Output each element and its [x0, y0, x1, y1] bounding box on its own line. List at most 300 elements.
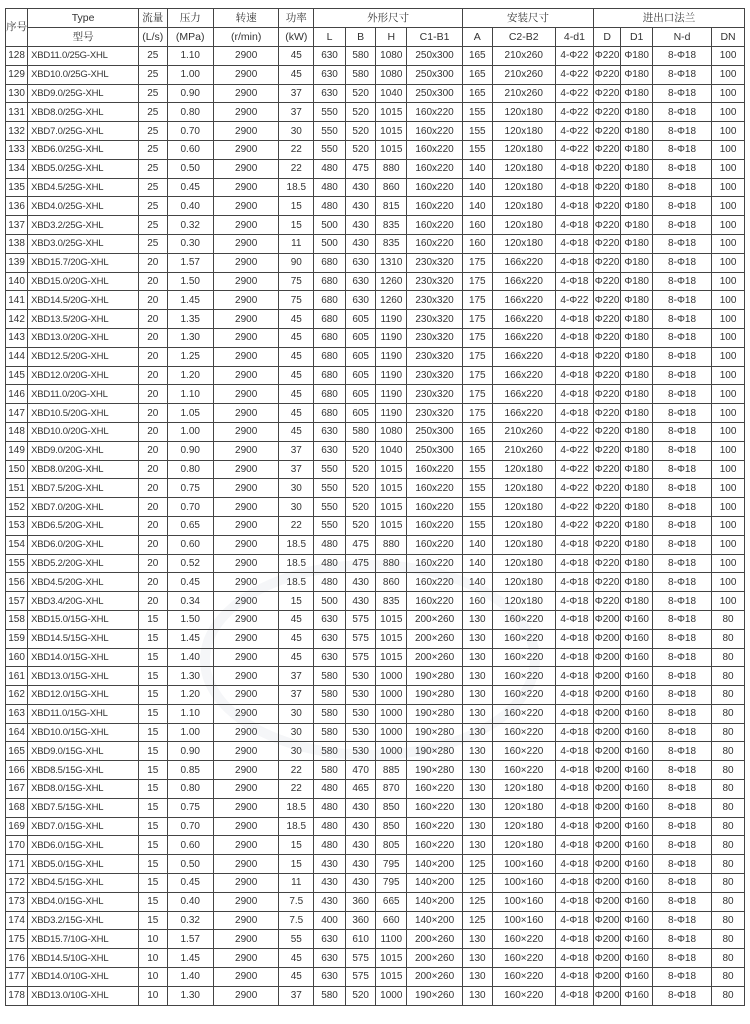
cell-B: 605	[345, 328, 376, 347]
cell-D: Φ200	[593, 817, 620, 836]
cell-power: 15	[279, 197, 314, 216]
col-type-cn: 型号	[28, 28, 139, 47]
cell-A: 175	[463, 272, 493, 291]
table-row	[6, 723, 745, 742]
col-power: 功率	[279, 9, 314, 28]
cell-C1B1: 190×280	[407, 723, 463, 742]
cell-model: XBD3.2/15G-XHL	[28, 911, 139, 930]
cell-Nd: 8-Φ18	[653, 855, 712, 874]
cell-model: XBD15.0/15G-XHL	[28, 610, 139, 629]
cell-flow: 20	[139, 422, 168, 441]
table-row	[6, 742, 745, 761]
cell-speed: 2900	[213, 178, 278, 197]
cell-speed: 2900	[213, 968, 278, 987]
cell-model: XBD15.0/20G-XHL	[28, 272, 139, 291]
cell-L: 480	[314, 159, 346, 178]
table-row	[6, 911, 745, 930]
cell-pressure: 1.20	[167, 366, 213, 385]
cell-B: 520	[345, 986, 376, 1005]
cell-L: 480	[314, 535, 346, 554]
cell-H: 1080	[376, 47, 407, 66]
cell-A: 155	[463, 498, 493, 517]
cell-model: XBD9.0/25G-XHL	[28, 84, 139, 103]
cell-speed: 2900	[213, 667, 278, 686]
cell-speed: 2900	[213, 328, 278, 347]
cell-speed: 2900	[213, 817, 278, 836]
cell-seq: 144	[6, 347, 28, 366]
cell-DN: 100	[712, 159, 745, 178]
cell-A: 175	[463, 347, 493, 366]
cell-C2B2: 120x180	[492, 122, 555, 141]
cell-pressure: 0.60	[167, 140, 213, 159]
cell-DN: 80	[712, 930, 745, 949]
cell-H: 850	[376, 798, 407, 817]
cell-D: Φ220	[593, 347, 620, 366]
cell-C1B1: 140×200	[407, 911, 463, 930]
cell-D: Φ220	[593, 197, 620, 216]
cell-C2B2: 120x180	[492, 516, 555, 535]
cell-power: 45	[279, 310, 314, 329]
cell-flow: 10	[139, 930, 168, 949]
col-speed-unit: (r/min)	[213, 28, 278, 47]
cell-Nd: 8-Φ18	[653, 592, 712, 611]
table-row	[6, 667, 745, 686]
cell-4d1: 4-Φ22	[555, 291, 593, 310]
cell-D1: Φ160	[621, 968, 653, 987]
col-H: H	[376, 28, 407, 47]
cell-B: 430	[345, 573, 376, 592]
cell-L: 630	[314, 47, 346, 66]
table-row	[6, 629, 745, 648]
cell-D: Φ220	[593, 103, 620, 122]
cell-L: 630	[314, 441, 346, 460]
cell-C1B1: 160x220	[407, 234, 463, 253]
cell-Nd: 8-Φ18	[653, 629, 712, 648]
table-row	[6, 84, 745, 103]
cell-D1: Φ160	[621, 648, 653, 667]
cell-A: 130	[463, 798, 493, 817]
cell-D: Φ200	[593, 986, 620, 1005]
cell-D: Φ200	[593, 742, 620, 761]
cell-C2B2: 100×160	[492, 855, 555, 874]
cell-L: 630	[314, 949, 346, 968]
cell-seq: 155	[6, 554, 28, 573]
cell-L: 630	[314, 930, 346, 949]
cell-H: 1190	[376, 366, 407, 385]
cell-flow: 20	[139, 310, 168, 329]
cell-4d1: 4-Φ18	[555, 328, 593, 347]
cell-C2B2: 166x220	[492, 310, 555, 329]
cell-D: Φ200	[593, 930, 620, 949]
cell-Nd: 8-Φ18	[653, 272, 712, 291]
cell-power: 37	[279, 986, 314, 1005]
cell-4d1: 4-Φ22	[555, 140, 593, 159]
table-row	[6, 573, 745, 592]
cell-D1: Φ160	[621, 986, 653, 1005]
cell-seq: 151	[6, 479, 28, 498]
cell-Nd: 8-Φ18	[653, 310, 712, 329]
cell-power: 30	[279, 704, 314, 723]
cell-DN: 100	[712, 234, 745, 253]
cell-seq: 169	[6, 817, 28, 836]
cell-4d1: 4-Φ18	[555, 780, 593, 799]
cell-L: 430	[314, 892, 346, 911]
cell-power: 45	[279, 328, 314, 347]
cell-seq: 132	[6, 122, 28, 141]
cell-D: Φ200	[593, 761, 620, 780]
cell-Nd: 8-Φ18	[653, 366, 712, 385]
cell-D: Φ220	[593, 178, 620, 197]
cell-D: Φ200	[593, 911, 620, 930]
table-row	[6, 535, 745, 554]
cell-pressure: 0.45	[167, 573, 213, 592]
cell-L: 550	[314, 122, 346, 141]
cell-flow: 20	[139, 347, 168, 366]
cell-speed: 2900	[213, 197, 278, 216]
cell-power: 55	[279, 930, 314, 949]
cell-D1: Φ180	[621, 516, 653, 535]
cell-L: 550	[314, 460, 346, 479]
cell-Nd: 8-Φ18	[653, 385, 712, 404]
cell-C2B2: 166x220	[492, 347, 555, 366]
cell-pressure: 1.45	[167, 949, 213, 968]
cell-A: 175	[463, 366, 493, 385]
cell-power: 30	[279, 723, 314, 742]
cell-C1B1: 230x320	[407, 385, 463, 404]
cell-seq: 137	[6, 216, 28, 235]
cell-D: Φ220	[593, 291, 620, 310]
cell-C2B2: 166x220	[492, 385, 555, 404]
cell-L: 680	[314, 328, 346, 347]
cell-A: 130	[463, 667, 493, 686]
cell-power: 15	[279, 592, 314, 611]
cell-speed: 2900	[213, 310, 278, 329]
cell-model: XBD14.0/15G-XHL	[28, 648, 139, 667]
cell-A: 140	[463, 197, 493, 216]
cell-4d1: 4-Φ18	[555, 648, 593, 667]
table-row	[6, 178, 745, 197]
cell-DN: 100	[712, 460, 745, 479]
cell-D1: Φ160	[621, 911, 653, 930]
cell-H: 1015	[376, 140, 407, 159]
cell-C1B1: 230x320	[407, 310, 463, 329]
cell-C2B2: 120×180	[492, 798, 555, 817]
cell-4d1: 4-Φ22	[555, 441, 593, 460]
cell-A: 165	[463, 422, 493, 441]
col-power-unit: (kW)	[279, 28, 314, 47]
cell-seq: 142	[6, 310, 28, 329]
cell-Nd: 8-Φ18	[653, 798, 712, 817]
cell-B: 575	[345, 648, 376, 667]
cell-4d1: 4-Φ18	[555, 986, 593, 1005]
cell-DN: 100	[712, 554, 745, 573]
cell-flow: 15	[139, 780, 168, 799]
cell-speed: 2900	[213, 686, 278, 705]
cell-A: 165	[463, 84, 493, 103]
cell-C2B2: 160×220	[492, 629, 555, 648]
cell-pressure: 1.30	[167, 667, 213, 686]
cell-C2B2: 100×160	[492, 892, 555, 911]
cell-A: 160	[463, 592, 493, 611]
cell-D: Φ200	[593, 629, 620, 648]
cell-D: Φ220	[593, 479, 620, 498]
cell-H: 1015	[376, 498, 407, 517]
cell-seq: 170	[6, 836, 28, 855]
cell-speed: 2900	[213, 140, 278, 159]
cell-B: 520	[345, 516, 376, 535]
cell-H: 1015	[376, 122, 407, 141]
table-row	[6, 798, 745, 817]
cell-power: 11	[279, 234, 314, 253]
cell-D: Φ220	[593, 234, 620, 253]
cell-A: 175	[463, 253, 493, 272]
col-4d1: 4-d1	[555, 28, 593, 47]
cell-C2B2: 166x220	[492, 366, 555, 385]
cell-flow: 20	[139, 592, 168, 611]
cell-speed: 2900	[213, 65, 278, 84]
cell-power: 37	[279, 441, 314, 460]
cell-pressure: 1.35	[167, 310, 213, 329]
cell-C2B2: 120x180	[492, 479, 555, 498]
cell-flow: 10	[139, 986, 168, 1005]
cell-D: Φ220	[593, 216, 620, 235]
cell-model: XBD11.0/20G-XHL	[28, 385, 139, 404]
cell-pressure: 0.70	[167, 817, 213, 836]
cell-A: 130	[463, 742, 493, 761]
cell-speed: 2900	[213, 742, 278, 761]
cell-B: 430	[345, 874, 376, 893]
cell-Nd: 8-Φ18	[653, 140, 712, 159]
cell-speed: 2900	[213, 892, 278, 911]
cell-B: 605	[345, 310, 376, 329]
cell-4d1: 4-Φ18	[555, 874, 593, 893]
cell-C2B2: 166x220	[492, 291, 555, 310]
cell-D1: Φ180	[621, 234, 653, 253]
cell-model: XBD10.0/25G-XHL	[28, 65, 139, 84]
cell-model: XBD6.5/20G-XHL	[28, 516, 139, 535]
cell-DN: 100	[712, 47, 745, 66]
cell-A: 125	[463, 892, 493, 911]
cell-L: 680	[314, 253, 346, 272]
cell-seq: 159	[6, 629, 28, 648]
cell-Nd: 8-Φ18	[653, 234, 712, 253]
cell-A: 155	[463, 103, 493, 122]
cell-power: 22	[279, 780, 314, 799]
cell-D: Φ200	[593, 704, 620, 723]
cell-D: Φ200	[593, 667, 620, 686]
cell-D1: Φ180	[621, 385, 653, 404]
cell-C1B1: 160x220	[407, 554, 463, 573]
cell-C1B1: 250x300	[407, 65, 463, 84]
cell-H: 1000	[376, 704, 407, 723]
cell-D: Φ220	[593, 592, 620, 611]
cell-4d1: 4-Φ18	[555, 216, 593, 235]
col-flange: 进出口法兰	[593, 9, 744, 28]
cell-D: Φ200	[593, 648, 620, 667]
cell-seq: 139	[6, 253, 28, 272]
cell-power: 30	[279, 498, 314, 517]
cell-seq: 167	[6, 780, 28, 799]
cell-power: 18.5	[279, 178, 314, 197]
cell-DN: 100	[712, 216, 745, 235]
cell-speed: 2900	[213, 780, 278, 799]
cell-4d1: 4-Φ22	[555, 422, 593, 441]
cell-speed: 2900	[213, 460, 278, 479]
cell-pressure: 1.25	[167, 347, 213, 366]
cell-DN: 100	[712, 347, 745, 366]
col-flow: 流量	[139, 9, 168, 28]
cell-DN: 100	[712, 291, 745, 310]
cell-C1B1: 190×280	[407, 667, 463, 686]
cell-A: 125	[463, 874, 493, 893]
cell-flow: 25	[139, 122, 168, 141]
cell-B: 430	[345, 817, 376, 836]
cell-4d1: 4-Φ18	[555, 761, 593, 780]
cell-4d1: 4-Φ18	[555, 253, 593, 272]
cell-B: 630	[345, 291, 376, 310]
cell-A: 130	[463, 930, 493, 949]
cell-model: XBD8.5/15G-XHL	[28, 761, 139, 780]
cell-Nd: 8-Φ18	[653, 84, 712, 103]
col-install-dims: 安装尺寸	[463, 9, 594, 28]
cell-DN: 100	[712, 272, 745, 291]
cell-C2B2: 100×160	[492, 874, 555, 893]
cell-D1: Φ160	[621, 780, 653, 799]
cell-H: 795	[376, 874, 407, 893]
cell-pressure: 1.10	[167, 47, 213, 66]
cell-H: 1015	[376, 516, 407, 535]
cell-D1: Φ180	[621, 366, 653, 385]
cell-flow: 15	[139, 761, 168, 780]
cell-model: XBD7.0/25G-XHL	[28, 122, 139, 141]
cell-flow: 20	[139, 479, 168, 498]
table-row	[6, 347, 745, 366]
cell-C1B1: 230x320	[407, 291, 463, 310]
cell-power: 45	[279, 610, 314, 629]
cell-4d1: 4-Φ18	[555, 404, 593, 423]
cell-model: XBD13.0/20G-XHL	[28, 328, 139, 347]
cell-B: 520	[345, 498, 376, 517]
cell-H: 1000	[376, 723, 407, 742]
table-row	[6, 310, 745, 329]
cell-C1B1: 200×260	[407, 968, 463, 987]
cell-C1B1: 250x300	[407, 47, 463, 66]
cell-Nd: 8-Φ18	[653, 291, 712, 310]
cell-H: 805	[376, 836, 407, 855]
table-row	[6, 874, 745, 893]
table-row	[6, 780, 745, 799]
cell-B: 575	[345, 610, 376, 629]
cell-flow: 15	[139, 911, 168, 930]
cell-pressure: 0.80	[167, 780, 213, 799]
cell-A: 165	[463, 65, 493, 84]
cell-DN: 100	[712, 84, 745, 103]
cell-B: 520	[345, 122, 376, 141]
cell-D1: Φ160	[621, 930, 653, 949]
cell-pressure: 0.80	[167, 460, 213, 479]
cell-H: 885	[376, 761, 407, 780]
cell-seq: 141	[6, 291, 28, 310]
cell-C1B1: 160x220	[407, 178, 463, 197]
cell-speed: 2900	[213, 47, 278, 66]
cell-model: XBD7.5/20G-XHL	[28, 479, 139, 498]
cell-B: 430	[345, 234, 376, 253]
cell-pressure: 0.75	[167, 798, 213, 817]
cell-D: Φ220	[593, 65, 620, 84]
cell-D1: Φ180	[621, 460, 653, 479]
cell-model: XBD13.0/10G-XHL	[28, 986, 139, 1005]
cell-4d1: 4-Φ22	[555, 516, 593, 535]
cell-L: 480	[314, 780, 346, 799]
cell-flow: 25	[139, 103, 168, 122]
cell-B: 530	[345, 686, 376, 705]
cell-Nd: 8-Φ18	[653, 516, 712, 535]
cell-B: 580	[345, 422, 376, 441]
col-L: L	[314, 28, 346, 47]
cell-C1B1: 160×220	[407, 798, 463, 817]
cell-A: 160	[463, 216, 493, 235]
cell-seq: 149	[6, 441, 28, 460]
cell-seq: 152	[6, 498, 28, 517]
table-row	[6, 103, 745, 122]
cell-A: 130	[463, 648, 493, 667]
cell-4d1: 4-Φ18	[555, 197, 593, 216]
cell-C2B2: 120x180	[492, 197, 555, 216]
cell-power: 18.5	[279, 798, 314, 817]
cell-L: 480	[314, 178, 346, 197]
table-row	[6, 460, 745, 479]
cell-flow: 15	[139, 629, 168, 648]
cell-Nd: 8-Φ18	[653, 554, 712, 573]
cell-DN: 80	[712, 704, 745, 723]
table-row	[6, 554, 745, 573]
cell-L: 680	[314, 272, 346, 291]
cell-pressure: 1.00	[167, 723, 213, 742]
cell-C1B1: 190×280	[407, 742, 463, 761]
cell-C1B1: 160x220	[407, 197, 463, 216]
cell-model: XBD11.0/25G-XHL	[28, 47, 139, 66]
cell-model: XBD5.0/15G-XHL	[28, 855, 139, 874]
cell-flow: 20	[139, 516, 168, 535]
cell-flow: 20	[139, 498, 168, 517]
cell-A: 140	[463, 554, 493, 573]
cell-D1: Φ160	[621, 874, 653, 893]
cell-B: 630	[345, 272, 376, 291]
cell-Nd: 8-Φ18	[653, 65, 712, 84]
cell-D: Φ220	[593, 535, 620, 554]
cell-flow: 15	[139, 667, 168, 686]
cell-Nd: 8-Φ18	[653, 667, 712, 686]
cell-H: 835	[376, 216, 407, 235]
cell-C2B2: 210x260	[492, 84, 555, 103]
cell-DN: 100	[712, 573, 745, 592]
cell-speed: 2900	[213, 592, 278, 611]
table-row	[6, 648, 745, 667]
cell-seq: 174	[6, 911, 28, 930]
cell-pressure: 0.52	[167, 554, 213, 573]
cell-C2B2: 160×220	[492, 648, 555, 667]
table-row	[6, 422, 745, 441]
cell-power: 45	[279, 949, 314, 968]
cell-Nd: 8-Φ18	[653, 836, 712, 855]
cell-4d1: 4-Φ18	[555, 554, 593, 573]
cell-4d1: 4-Φ18	[555, 592, 593, 611]
cell-B: 530	[345, 723, 376, 742]
cell-D: Φ200	[593, 686, 620, 705]
cell-H: 1015	[376, 949, 407, 968]
cell-seq: 157	[6, 592, 28, 611]
col-pressure-unit: (MPa)	[167, 28, 213, 47]
